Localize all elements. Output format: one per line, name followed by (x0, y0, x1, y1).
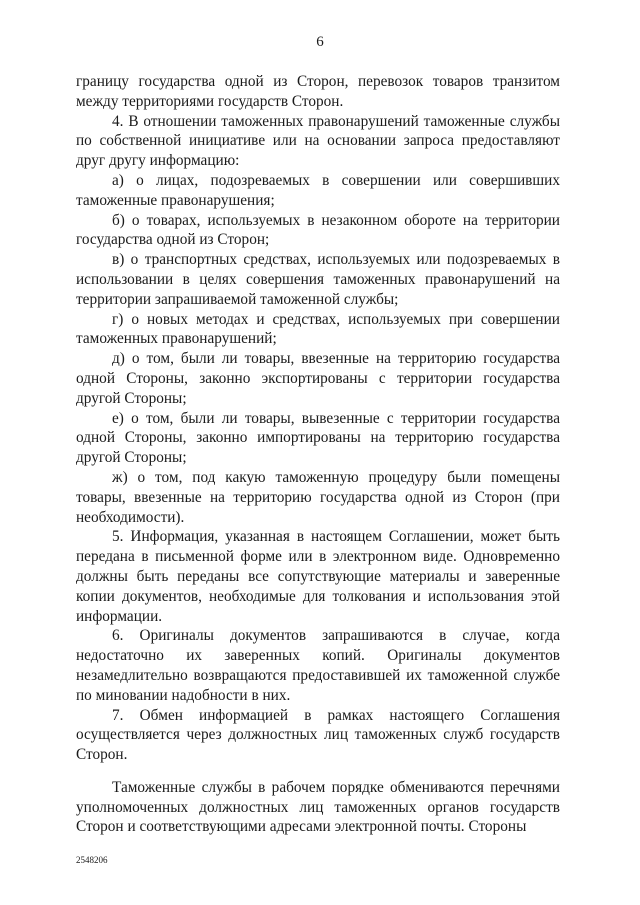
paragraph-contact-exchange: Таможенные службы в рабочем порядке обмениваются перечнями уполномоченных должностных лиц таможенных органов государств Сторон и соответствующими адресами электронной почты. Стороны (76, 778, 560, 836)
paragraph-continuation: границу государства одной из Сторон, перевозок товаров транзитом между территориями государств Сторон. (76, 73, 560, 110)
paragraph-item-5: 5. Информация, указанная в настоящем Соглашении, может быть передана в письменной форме или в электронном виде. Одновременно должны быть переданы все сопутствующие материалы и заверенные копии документов, необходимые для толкования и использования этой информации. (76, 528, 560, 625)
paragraph-subitem-e: е) о том, были ли товары, вывезенные с территории государства одной Стороны, законно импортированы на территорию государства другой Стороны; (76, 409, 560, 467)
paragraph-subitem-g: г) о новых методах и средствах, используемых при совершении таможенных правонарушений; (76, 310, 560, 348)
paragraph-item-7: 7. Обмен информацией в рамках настоящего Соглашения осуществляется через должностных лиц таможенных служб государств Сторон. (76, 706, 560, 764)
page-number: 6 (316, 34, 324, 50)
paragraph-subitem-zh: ж) о том, под какую таможенную процедуру были помещены товары, ввезенные на территорию государства одной из Сторон (при необходимости). (76, 468, 560, 526)
paragraph-subitem-b: б) о товарах, используемых в незаконном обороте на территории государства одной из Сторон; (76, 211, 560, 249)
paragraph-subitem-a: а) о лицах, подозреваемых в совершении или совершивших таможенные правонарушения; (76, 171, 560, 209)
document-body (76, 72, 560, 837)
paragraph-item-4: 4. В отношении таможенных правонарушений таможенные службы по собственной инициативе или на основании запроса предоставляют друг другу информацию: (76, 112, 560, 170)
document-code: 2548206 (76, 855, 108, 865)
paragraph-item-6: 6. Оригиналы документов запрашиваются в случае, когда недостаточно их заверенных копий. Оригиналы документов незамедлительно возвращаются предоставившей их таможенной службе по миновании надобности в них. (76, 627, 560, 704)
paragraph-subitem-v: в) о транспортных средствах, используемых или подозреваемых в использовании в целях совершения таможенных правонарушений на территории запрашиваемой таможенной службы; (76, 251, 560, 308)
paragraph-subitem-d: д) о том, были ли товары, ввезенные на территорию государства одной Стороны, законно экспортированы с территории государства другой Стороны; (76, 350, 560, 407)
